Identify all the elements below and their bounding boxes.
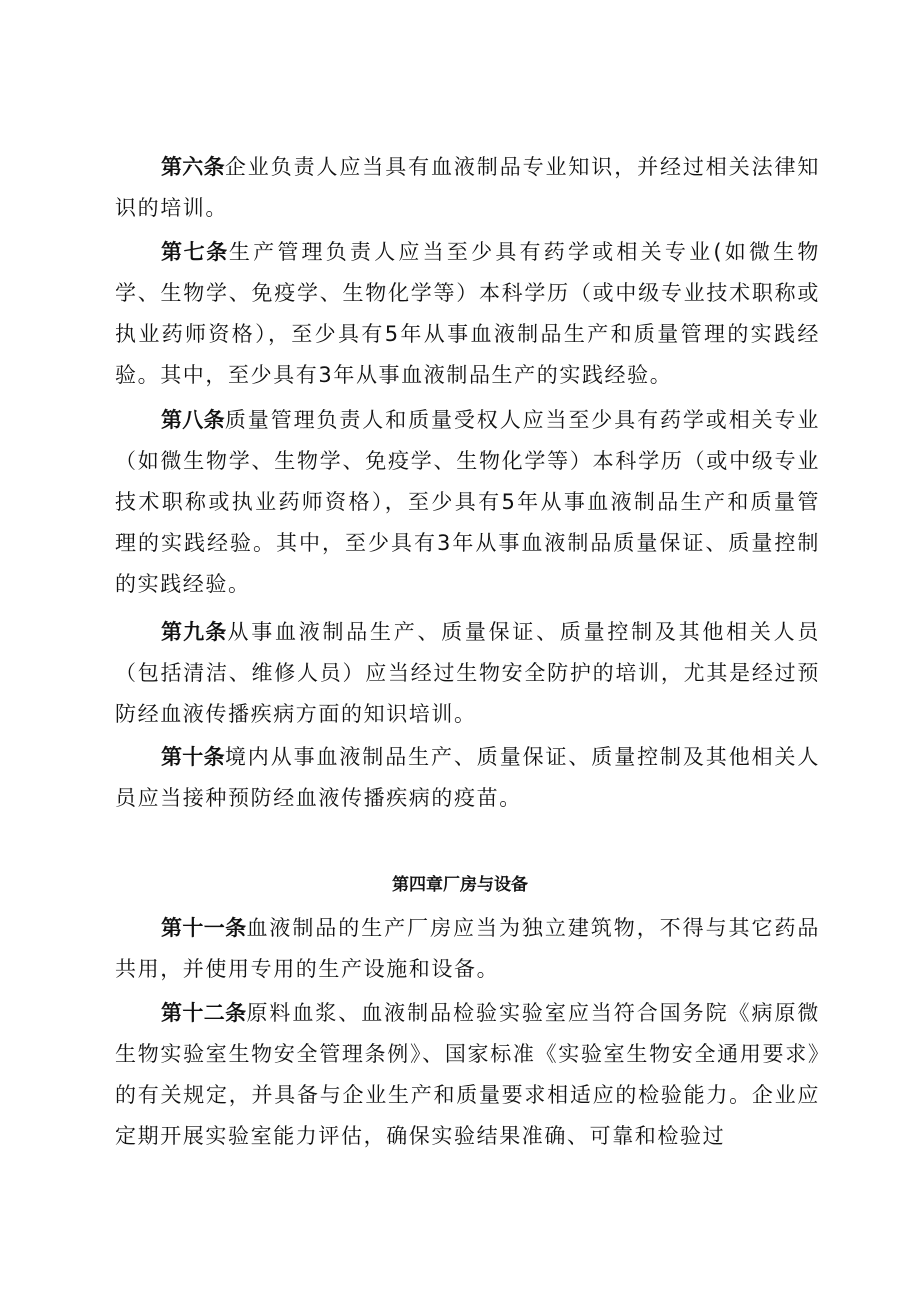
article-9-text: 从事血液制品生产、质量保证、质量控制及其他相关人员（包括清洁、维修人员）应当经过生物安全防护的培训，尤其是经过预防经血液传播疾病方面的知识培训。 [115, 620, 821, 726]
article-7-text: 生产管理负责人应当至少具有药学或相关专业(如微生物学、生物学、免疫学、生物化学等）本科学历（或中级专业技术职称或执业药师资格），至少具有5年从事血液制品生产和质量管理的实践经验。其中，至少具有3年从事血液制品生产的实践经验。 [115, 240, 820, 387]
article-9-label: 第九条 [161, 620, 228, 644]
article-8 [115, 400, 820, 605]
article-10-text: 境内从事血液制品生产、质量保证、质量控制及其他相关人员应当接种预防经血液传播疾病的疫苗。 [115, 745, 820, 810]
article-12-text: 原料血浆、血液制品检验实验室应当符合国务院《病原微生物实验室生物安全管理条例》、国家标准《实验室生物安全通用要求》的有关规定，并具备与企业生产和质量要求相适应的检验能力。企业应定期开展实验室能力评估，确保实验结果准确、可靠和检验过 [115, 1001, 821, 1148]
article-11 [115, 908, 820, 990]
chapter-title: 第四章厂房与设备 [392, 875, 528, 895]
article-7 [115, 232, 820, 396]
article-6 [115, 147, 820, 229]
article-11-text: 血液制品的生产厂房应当为独立建筑物，不得与其它药品共用，并使用专用的生产设施和设备。 [115, 916, 821, 981]
article-10 [115, 737, 820, 819]
article-8-label: 第八条 [161, 408, 225, 432]
article-11-label: 第十一条 [161, 916, 247, 940]
article-12 [115, 993, 820, 1157]
article-12-label: 第十二条 [161, 1001, 247, 1025]
article-6-label: 第六条 [161, 155, 225, 179]
article-6-text: 企业负责人应当具有血液制品专业知识，并经过相关法律知识的培训。 [115, 155, 820, 220]
article-10-label: 第十条 [161, 745, 225, 769]
article-9 [115, 612, 820, 735]
article-8-text: 质量管理负责人和质量受权人应当至少具有药学或相关专业（如微生物学、生物学、免疫学、生物化学等）本科学历（或中级专业技术职称或执业药师资格），至少具有5年从事血液制品生产和质量管理的实践经验。其中，至少具有3年从事血液制品质量保证、质量控制的实践经验。 [115, 408, 820, 596]
article-7-label: 第七条 [161, 240, 229, 264]
